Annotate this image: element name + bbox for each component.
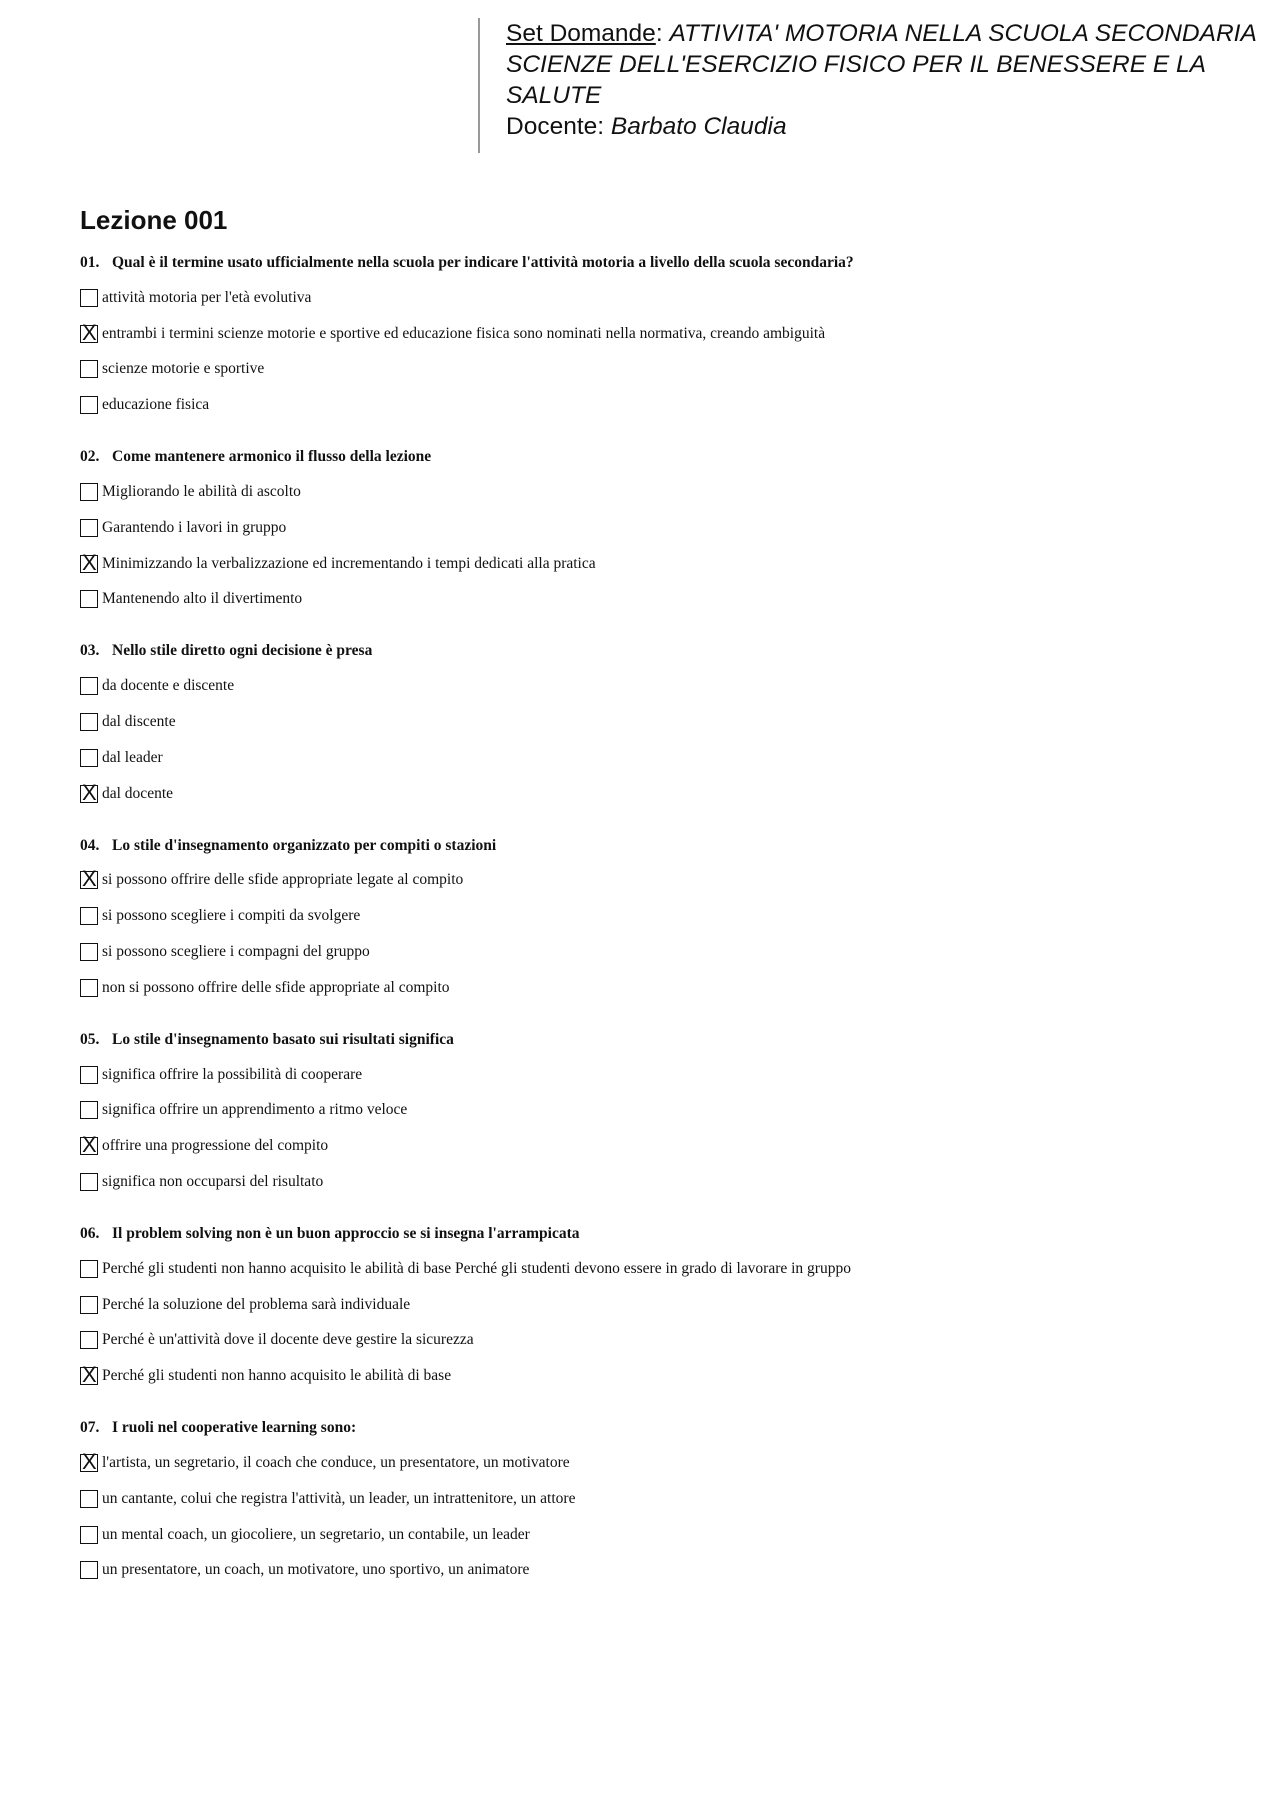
answer-option[interactable] bbox=[80, 546, 1230, 582]
document-header bbox=[478, 18, 1278, 153]
answer-option-label: scienze motorie e sportive bbox=[102, 360, 265, 378]
checkbox[interactable] bbox=[80, 1490, 98, 1508]
checkbox[interactable] bbox=[80, 289, 98, 307]
answer-option[interactable] bbox=[80, 1517, 1230, 1553]
checkbox-checked[interactable] bbox=[80, 866, 98, 892]
question-number: 01. bbox=[80, 254, 100, 271]
answer-option-label: un mental coach, un giocoliere, un segretario, un contabile, un leader bbox=[102, 1525, 530, 1543]
question-text bbox=[80, 246, 1230, 280]
question-block bbox=[80, 1023, 1230, 1200]
answer-option-label: dal leader bbox=[102, 748, 163, 766]
checkbox[interactable] bbox=[80, 979, 98, 997]
checkbox[interactable] bbox=[80, 713, 98, 731]
answer-option-label: si possono scegliere i compiti da svolgere bbox=[102, 907, 361, 925]
answer-option[interactable] bbox=[80, 898, 1230, 934]
question-block bbox=[80, 1217, 1230, 1394]
question-label: Nello stile diretto ogni decisione è presa bbox=[112, 642, 373, 660]
x-mark-icon: X bbox=[82, 866, 97, 892]
answer-option[interactable] bbox=[80, 1057, 1230, 1093]
checkbox-checked[interactable] bbox=[80, 1449, 98, 1475]
question-label: Lo stile d'insegnamento basato sui risultati significa bbox=[112, 1030, 454, 1048]
answer-option-label: significa offrire la possibilità di cooperare bbox=[102, 1065, 363, 1083]
answer-option-label: Minimizzando la verbalizzazione ed incrementando i tempi dedicati alla pratica bbox=[102, 554, 596, 572]
answer-option-label: Perché gli studenti non hanno acquisito le abilità di base Perché gli studenti devono essere in grado di lavorare in gruppo bbox=[102, 1259, 851, 1277]
checkbox[interactable] bbox=[80, 360, 98, 378]
answer-option[interactable] bbox=[80, 1093, 1230, 1129]
answer-option[interactable] bbox=[80, 510, 1230, 546]
answer-option[interactable] bbox=[80, 934, 1230, 970]
checkbox-checked[interactable] bbox=[80, 549, 98, 575]
answer-option[interactable] bbox=[80, 970, 1230, 1006]
checkbox[interactable] bbox=[80, 1296, 98, 1314]
answer-option-label: entrambi i termini scienze motorie e sportive ed educazione fisica sono nominati nella normativa, creando ambiguità bbox=[102, 324, 826, 342]
answer-option-label: significa non occuparsi del risultato bbox=[102, 1173, 324, 1191]
question-text bbox=[80, 634, 1230, 668]
checkbox[interactable] bbox=[80, 1260, 98, 1278]
question-text bbox=[80, 1217, 1230, 1251]
set-title-line bbox=[506, 18, 1278, 49]
answer-option-label: l'artista, un segretario, il coach che conduce, un presentatore, un motivatore bbox=[102, 1454, 570, 1472]
answer-option-label: Mantenendo alto il divertimento bbox=[102, 590, 303, 608]
checkbox[interactable] bbox=[80, 907, 98, 925]
checkbox[interactable] bbox=[80, 749, 98, 767]
answer-option[interactable] bbox=[80, 582, 1230, 618]
answer-option-label: attività motoria per l'età evolutiva bbox=[102, 288, 312, 306]
question-number: 06. bbox=[80, 1224, 100, 1242]
question-number: 05. bbox=[80, 1030, 100, 1048]
question-label: Qual è il termine usato ufficialmente nella scuola per indicare l'attività motoria a livello della scuola secondaria? bbox=[112, 254, 854, 271]
question-label: I ruoli nel cooperative learning sono: bbox=[112, 1419, 357, 1437]
checkbox[interactable] bbox=[80, 519, 98, 537]
question-number: 04. bbox=[80, 836, 100, 854]
answer-option[interactable] bbox=[80, 1323, 1230, 1359]
answer-option[interactable] bbox=[80, 776, 1230, 812]
question-block bbox=[80, 440, 1230, 617]
set-title-2: SCIENZE DELL'ESERCIZIO FISICO PER IL BENESSERE E LA bbox=[506, 51, 1206, 78]
question-label: Come mantenere armonico il flusso della lezione bbox=[112, 448, 432, 466]
answer-option-label: Perché la soluzione del problema sarà individuale bbox=[102, 1295, 411, 1313]
question-label: Il problem solving non è un buon approccio se si insegna l'arrampicata bbox=[112, 1224, 580, 1242]
teacher-name: Barbato Claudia bbox=[610, 113, 787, 140]
question-number: 07. bbox=[80, 1419, 100, 1437]
answer-option[interactable] bbox=[80, 280, 1230, 316]
answer-option[interactable] bbox=[80, 1164, 1230, 1200]
answer-option[interactable] bbox=[80, 668, 1230, 704]
question-text bbox=[80, 1023, 1230, 1057]
checkbox-checked[interactable] bbox=[80, 319, 98, 345]
answer-option-label: Migliorando le abilità di ascolto bbox=[102, 483, 301, 501]
x-mark-icon: X bbox=[82, 549, 97, 575]
answer-option-label: da docente e discente bbox=[102, 677, 235, 695]
checkbox[interactable] bbox=[80, 677, 98, 695]
answer-option-label: Perché è un'attività dove il docente deve gestire la sicurezza bbox=[102, 1331, 474, 1349]
question-block bbox=[80, 246, 1230, 423]
set-label: Set Domande bbox=[506, 20, 656, 47]
answer-option[interactable] bbox=[80, 704, 1230, 740]
checkbox[interactable] bbox=[80, 1526, 98, 1544]
answer-option[interactable] bbox=[80, 387, 1230, 423]
checkbox-checked[interactable] bbox=[80, 1362, 98, 1388]
question-block bbox=[80, 634, 1230, 811]
answer-option[interactable] bbox=[80, 1128, 1230, 1164]
set-colon: : bbox=[655, 20, 663, 47]
answer-option-label: si possono offrire delle sfide appropriate legate al compito bbox=[102, 871, 464, 889]
question-block bbox=[80, 1411, 1230, 1588]
x-mark-icon: X bbox=[82, 319, 97, 345]
checkbox-checked[interactable] bbox=[80, 1132, 98, 1158]
answer-option-label: dal docente bbox=[102, 784, 174, 802]
x-mark-icon: X bbox=[82, 1132, 97, 1158]
checkbox[interactable] bbox=[80, 1173, 98, 1191]
question-number: 03. bbox=[80, 642, 100, 660]
question-text bbox=[80, 829, 1230, 863]
answer-option[interactable] bbox=[80, 1358, 1230, 1394]
question-label: Lo stile d'insegnamento organizzato per compiti o stazioni bbox=[112, 836, 497, 854]
checkbox-checked[interactable] bbox=[80, 779, 98, 805]
answer-option-label: non si possono offrire delle sfide appropriate al compito bbox=[102, 978, 450, 996]
answer-option[interactable] bbox=[80, 316, 1230, 352]
question-block bbox=[80, 829, 1230, 1006]
x-mark-icon: X bbox=[82, 779, 97, 805]
checkbox[interactable] bbox=[80, 1561, 98, 1579]
checkbox[interactable] bbox=[80, 590, 98, 608]
answer-option[interactable] bbox=[80, 1553, 1230, 1589]
checkbox[interactable] bbox=[80, 943, 98, 961]
answer-option[interactable] bbox=[80, 1481, 1230, 1517]
checkbox[interactable] bbox=[80, 483, 98, 501]
checkbox[interactable] bbox=[80, 1101, 98, 1119]
lesson-title: Lezione 001 bbox=[80, 205, 228, 235]
question-number: 02. bbox=[80, 448, 100, 466]
answer-option-label: offrire una progressione del compito bbox=[102, 1137, 329, 1155]
checkbox[interactable] bbox=[80, 1331, 98, 1349]
answer-option[interactable] bbox=[80, 863, 1230, 899]
set-title-3: SALUTE bbox=[506, 82, 602, 109]
answer-option-label: significa offrire un apprendimento a ritmo veloce bbox=[102, 1101, 408, 1119]
answer-option[interactable] bbox=[80, 1445, 1230, 1481]
answer-option-label: un presentatore, un coach, un motivatore, uno sportivo, un animatore bbox=[102, 1561, 530, 1579]
teacher-line bbox=[506, 111, 1278, 142]
answer-option[interactable] bbox=[80, 352, 1230, 388]
teacher-label: Docente: bbox=[506, 113, 605, 140]
answer-option-label: un cantante, colui che registra l'attività, un leader, un intrattenitore, un attore bbox=[102, 1489, 576, 1507]
question-list bbox=[80, 246, 1230, 1605]
answer-option[interactable] bbox=[80, 740, 1230, 776]
x-mark-icon: X bbox=[82, 1362, 97, 1388]
answer-option-label: Garantendo i lavori in gruppo bbox=[102, 518, 287, 536]
answer-option[interactable] bbox=[80, 474, 1230, 510]
answer-option-label: dal discente bbox=[102, 713, 176, 731]
answer-option-label: si possono scegliere i compagni del gruppo bbox=[102, 943, 370, 961]
checkbox[interactable] bbox=[80, 1066, 98, 1084]
question-text bbox=[80, 440, 1230, 474]
checkbox[interactable] bbox=[80, 396, 98, 414]
question-text bbox=[80, 1411, 1230, 1445]
answer-option-label: educazione fisica bbox=[102, 396, 210, 414]
set-title-1: ATTIVITA' MOTORIA NELLA SCUOLA SECONDARIA bbox=[669, 20, 1257, 47]
answer-option[interactable] bbox=[80, 1251, 1230, 1287]
x-mark-icon: X bbox=[82, 1449, 97, 1475]
answer-option[interactable] bbox=[80, 1287, 1230, 1323]
answer-option-label: Perché gli studenti non hanno acquisito le abilità di base bbox=[102, 1367, 452, 1385]
